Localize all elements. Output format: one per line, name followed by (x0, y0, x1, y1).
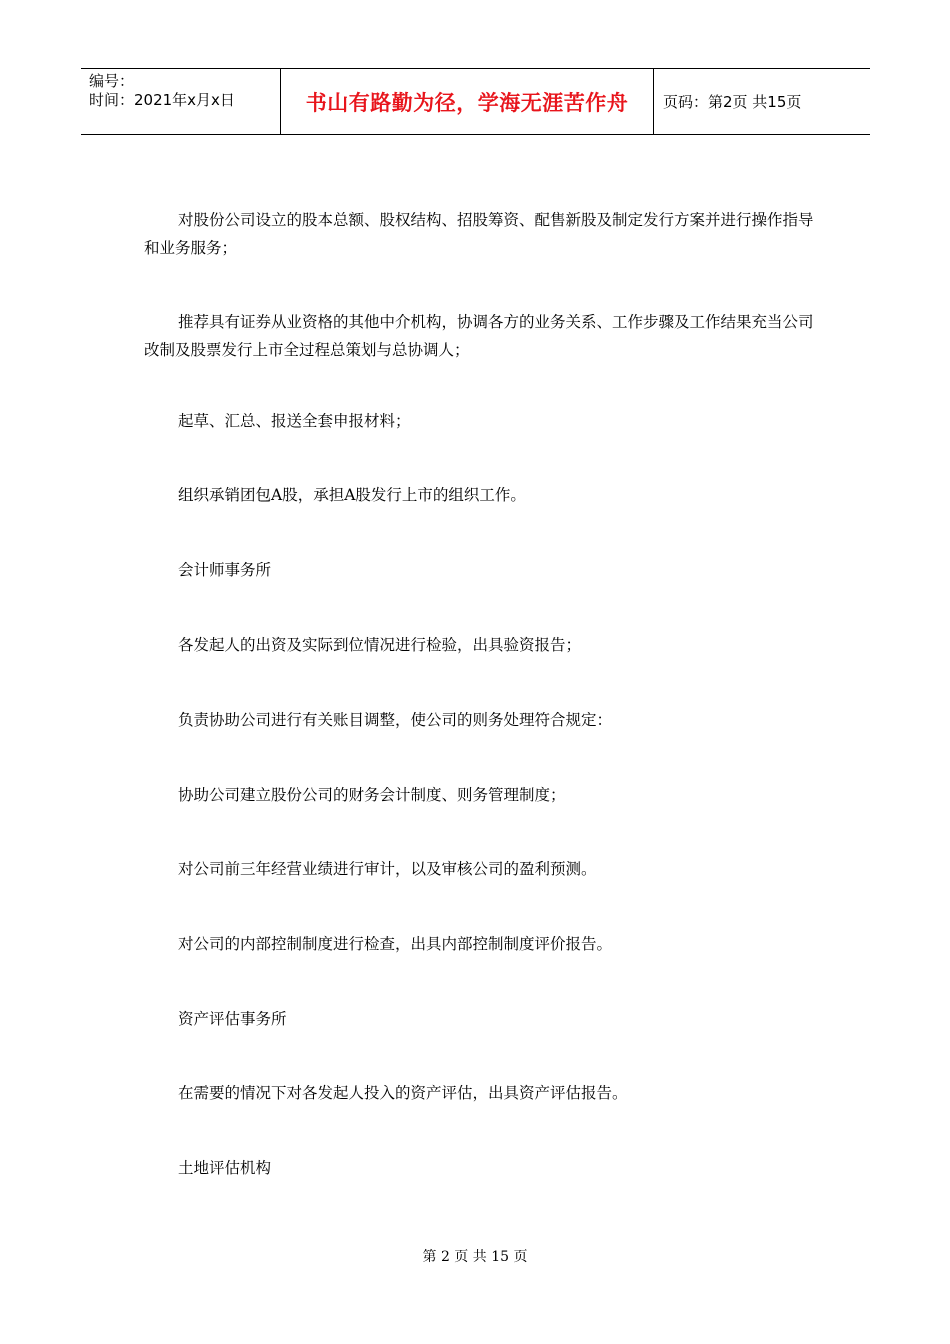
paragraph: 负责协助公司进行有关账目调整，使公司的则务处理符合规定： (178, 711, 613, 729)
document-time-label: 时间：2021年x月x日 (89, 91, 235, 109)
paragraph: 各发起人的出资及实际到位情况进行检验，出具验资报告； (178, 636, 582, 654)
section-heading: 资产评估事务所 (178, 1010, 287, 1028)
page-header (81, 68, 870, 135)
paragraph: 推荐具有证券从业资格的其他中介机构，协调各方的业务关系、工作步骤及工作结果充当公司改制及股票发行上市全过程总策划与总协调人； (144, 313, 814, 359)
paragraph: 对公司的内部控制制度进行检查，出具内部控制制度评价报告。 (178, 935, 613, 953)
paragraph: 协助公司建立股份公司的财务会计制度、则务管理制度； (178, 786, 566, 804)
paragraph: 组织承销团包A股，承担A股发行上市的组织工作。 (178, 486, 526, 504)
paragraph: 对股份公司设立的股本总额、股权结构、招股筹资、配售新股及制定发行方案并进行操作指导和业务服务； (144, 211, 814, 257)
document-number-label: 编号： (89, 72, 135, 90)
paragraph: 对公司前三年经营业绩进行审计，以及审核公司的盈利预测。 (178, 860, 597, 878)
section-heading: 土地评估机构 (178, 1159, 272, 1177)
paragraph: 起草、汇总、报送全套申报材料； (178, 412, 411, 430)
paragraph: 在需要的情况下对各发起人投入的资产评估，出具资产评估报告。 (178, 1084, 628, 1102)
page-footer: 第 2 页 共 15 页 (422, 1249, 528, 1265)
header-meta (81, 69, 281, 134)
header-motto: 书山有路勤为径，学海无涯苦作舟 (281, 69, 654, 134)
section-heading: 会计师事务所 (178, 561, 272, 579)
header-page-info: 页码：第2页 共15页 (663, 93, 802, 111)
